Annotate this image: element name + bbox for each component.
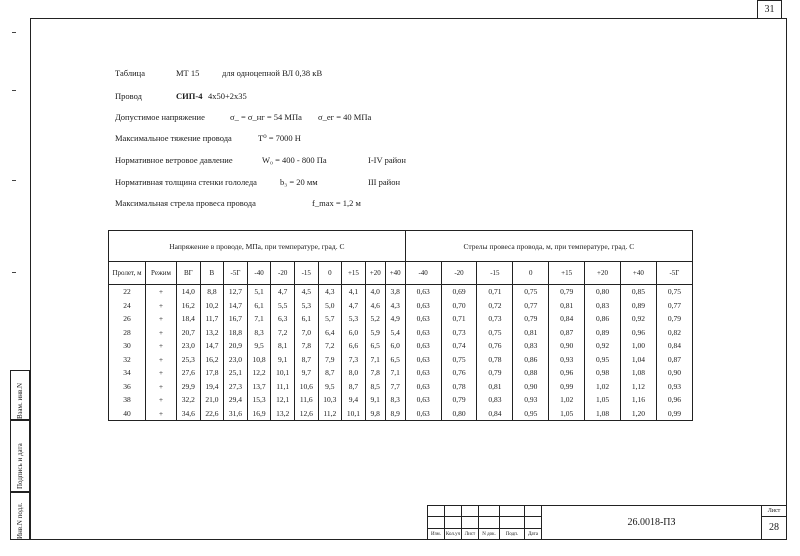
stress-cell: 25,1 bbox=[224, 366, 248, 380]
stress-cell: 4,7 bbox=[271, 285, 295, 299]
sag-cell: 0,99 bbox=[656, 407, 692, 421]
stress-cell: 7,8 bbox=[294, 339, 318, 353]
sag-cell: 0,86 bbox=[585, 312, 621, 326]
sag-cell: 0,95 bbox=[513, 407, 549, 421]
sag-header: Стрелы провеса провода, м, при температуре, град. С bbox=[405, 231, 692, 262]
sag-cell: 1,12 bbox=[620, 380, 656, 394]
span-cell: 32 bbox=[109, 353, 146, 367]
stress-cell: 12,7 bbox=[224, 285, 248, 299]
stress-cell: 16,2 bbox=[177, 299, 201, 313]
stress-cell: 34,6 bbox=[177, 407, 201, 421]
stress-cell: 9,1 bbox=[365, 393, 385, 407]
table-row bbox=[109, 393, 693, 407]
stress-cell: 8,3 bbox=[247, 326, 271, 340]
sag-cell: 0,84 bbox=[477, 407, 513, 421]
stress-cell: 9,7 bbox=[294, 366, 318, 380]
span-cell: 30 bbox=[109, 339, 146, 353]
sag-cell: 0,83 bbox=[513, 339, 549, 353]
sag-cell: 0,77 bbox=[656, 299, 692, 313]
top-sheet-number: 31 bbox=[757, 0, 782, 18]
sag-cell: 0,63 bbox=[405, 326, 441, 340]
stress-col-header: -40 bbox=[247, 262, 271, 285]
stress-value2: σ_ег = 40 МПа bbox=[318, 112, 372, 122]
stress-cell: 8,7 bbox=[342, 380, 366, 394]
ice-value: b₃ = 20 мм bbox=[280, 177, 318, 187]
stress-cell: 27,3 bbox=[224, 380, 248, 394]
stress-cell: 7,1 bbox=[247, 312, 271, 326]
span-cell: 36 bbox=[109, 380, 146, 394]
stress-cell: 12,6 bbox=[294, 407, 318, 421]
stress-cell: 10,8 bbox=[247, 353, 271, 367]
stress-cell: 13,7 bbox=[247, 380, 271, 394]
sag-cell: 0,74 bbox=[441, 339, 477, 353]
stress-cell: 32,2 bbox=[177, 393, 201, 407]
sag-cell: 0,63 bbox=[405, 380, 441, 394]
sag-cell: 0,63 bbox=[405, 407, 441, 421]
table-row bbox=[109, 353, 693, 367]
sag-cell: 0,80 bbox=[441, 407, 477, 421]
span-cell: 34 bbox=[109, 366, 146, 380]
sag-cell: 1,05 bbox=[549, 407, 585, 421]
stress-cell: 12,1 bbox=[271, 393, 295, 407]
stress-cell: 16,9 bbox=[247, 407, 271, 421]
sag-cell: 0,98 bbox=[585, 366, 621, 380]
stamp-col-label: Кол.уч bbox=[445, 529, 462, 540]
stress-cell: 27,6 bbox=[177, 366, 201, 380]
side-label-sign-date: Подпись и дата bbox=[16, 443, 24, 489]
sag-col-header: -40 bbox=[405, 262, 441, 285]
sag-cell: 1,05 bbox=[585, 393, 621, 407]
sag-cell: 0,78 bbox=[441, 380, 477, 394]
sag-cell: 0,88 bbox=[513, 366, 549, 380]
binding-mark bbox=[12, 180, 16, 181]
table-row bbox=[109, 339, 693, 353]
stress-cell: 18,8 bbox=[224, 326, 248, 340]
sag-col-header: +40 bbox=[620, 262, 656, 285]
stress-cell: 4,5 bbox=[294, 285, 318, 299]
span-cell: 22 bbox=[109, 285, 146, 299]
stress-cell: 6,5 bbox=[385, 353, 405, 367]
side-label-inv-orig: Инв.N подл. bbox=[16, 502, 24, 539]
stamp-col-label: Лист bbox=[462, 529, 479, 540]
stress-label: Допустимое напряжение bbox=[115, 112, 205, 122]
stamp-col-label: Дата bbox=[525, 529, 542, 540]
stress-cell: 10,1 bbox=[271, 366, 295, 380]
sag-col-header: -20 bbox=[441, 262, 477, 285]
wire-type: СИП-4 bbox=[176, 91, 203, 101]
ice-region: III район bbox=[368, 177, 400, 187]
sag-cell: 0,92 bbox=[620, 312, 656, 326]
stamp-cell bbox=[525, 506, 542, 517]
stress-cell: 8,7 bbox=[294, 353, 318, 367]
sag-cell: 0,95 bbox=[585, 353, 621, 367]
stress-cell: 6,0 bbox=[342, 326, 366, 340]
stress-cell: 11,7 bbox=[200, 312, 224, 326]
sag-cell: 0,96 bbox=[549, 366, 585, 380]
stress-cell: 15,3 bbox=[247, 393, 271, 407]
stress-col-header: +40 bbox=[385, 262, 405, 285]
stress-cell: 6,6 bbox=[342, 339, 366, 353]
data-table bbox=[108, 230, 693, 421]
sag-cell: 0,75 bbox=[513, 285, 549, 299]
stress-cell: 11,1 bbox=[271, 380, 295, 394]
sag-cell: 0,72 bbox=[477, 299, 513, 313]
stamp-cell bbox=[525, 516, 542, 529]
wire-size: 4х50+2х35 bbox=[208, 91, 247, 101]
stress-cell: 4,3 bbox=[385, 299, 405, 313]
sag-cell: 0,89 bbox=[620, 299, 656, 313]
table-row bbox=[109, 326, 693, 340]
stress-cell: 12,2 bbox=[247, 366, 271, 380]
stress-cell: 8,7 bbox=[318, 366, 342, 380]
stress-cell: 7,0 bbox=[294, 326, 318, 340]
sag-cell: 1,08 bbox=[585, 407, 621, 421]
stamp-cell bbox=[500, 516, 525, 529]
sag-cell: 0,73 bbox=[477, 312, 513, 326]
stamp-cell bbox=[428, 506, 445, 517]
binding-mark bbox=[12, 32, 16, 33]
sag-cell: 0,71 bbox=[441, 312, 477, 326]
stress-cell: 7,3 bbox=[342, 353, 366, 367]
stress-cell: 5,3 bbox=[294, 299, 318, 313]
sag-cell: 0,79 bbox=[477, 366, 513, 380]
sag-cell: 0,79 bbox=[441, 393, 477, 407]
stress-cell: 14,7 bbox=[224, 299, 248, 313]
sag-cell: 1,00 bbox=[620, 339, 656, 353]
sag-cell: 0,89 bbox=[585, 326, 621, 340]
sag-cell: 0,83 bbox=[585, 299, 621, 313]
stress-cell: 23,0 bbox=[224, 353, 248, 367]
sag-cell: 0,81 bbox=[513, 326, 549, 340]
sag-cell: 0,83 bbox=[477, 393, 513, 407]
stress-cell: 20,9 bbox=[224, 339, 248, 353]
sag-cell: 0,76 bbox=[441, 366, 477, 380]
stress-col-header: +15 bbox=[342, 262, 366, 285]
sag-cell: 0,77 bbox=[513, 299, 549, 313]
sag-cell: 0,84 bbox=[656, 339, 692, 353]
sag-cell: 1,02 bbox=[585, 380, 621, 394]
wind-region: I-IV район bbox=[368, 155, 406, 165]
table-row bbox=[109, 366, 693, 380]
sag-cell: 0,79 bbox=[549, 285, 585, 299]
sag-cell: 1,20 bbox=[620, 407, 656, 421]
stress-cell: 8,3 bbox=[385, 393, 405, 407]
sag-cell: 0,96 bbox=[656, 393, 692, 407]
stress-cell: 5,2 bbox=[365, 312, 385, 326]
mode-cell: + bbox=[146, 285, 177, 299]
span-cell: 38 bbox=[109, 393, 146, 407]
sag-cell: 0,90 bbox=[513, 380, 549, 394]
span-cell: 40 bbox=[109, 407, 146, 421]
mode-cell: + bbox=[146, 326, 177, 340]
sag-cell: 0,78 bbox=[477, 353, 513, 367]
stress-cell: 4,9 bbox=[385, 312, 405, 326]
sheet-number: 28 bbox=[762, 516, 787, 539]
stress-cell: 7,2 bbox=[271, 326, 295, 340]
sag-cell: 0,75 bbox=[656, 285, 692, 299]
table-row bbox=[109, 380, 693, 394]
stress-cell: 8,5 bbox=[365, 380, 385, 394]
stamp-cell bbox=[462, 516, 479, 529]
sag-cell: 0,90 bbox=[549, 339, 585, 353]
sag-cell: 0,63 bbox=[405, 353, 441, 367]
stress-cell: 8,0 bbox=[342, 366, 366, 380]
sag-cell: 0,76 bbox=[477, 339, 513, 353]
stress-col-header: +20 bbox=[365, 262, 385, 285]
binding-mark bbox=[12, 272, 16, 273]
stress-cell: 10,2 bbox=[200, 299, 224, 313]
stress-cell: 7,2 bbox=[318, 339, 342, 353]
wind-value: W₀ = 400 - 800 Па bbox=[262, 155, 327, 165]
stress-header: Напряжение в проводе, МПа, при температуре, град. С bbox=[109, 231, 406, 262]
stress-cell: 5,1 bbox=[247, 285, 271, 299]
stress-cell: 6,0 bbox=[385, 339, 405, 353]
sag-cell: 0,93 bbox=[549, 353, 585, 367]
stress-cell: 29,4 bbox=[224, 393, 248, 407]
sag-col-header: +15 bbox=[549, 262, 585, 285]
stress-cell: 5,0 bbox=[318, 299, 342, 313]
sag-cell: 0,63 bbox=[405, 299, 441, 313]
stress-cell: 21,0 bbox=[200, 393, 224, 407]
stress-cell: 4,6 bbox=[365, 299, 385, 313]
stress-cell: 5,4 bbox=[385, 326, 405, 340]
sag-col-header: -5Г bbox=[656, 262, 692, 285]
mode-cell: + bbox=[146, 380, 177, 394]
stress-cell: 6,5 bbox=[365, 339, 385, 353]
binding-mark bbox=[12, 90, 16, 91]
sag-cell: 0,96 bbox=[620, 326, 656, 340]
span-cell: 26 bbox=[109, 312, 146, 326]
sag-cell: 1,04 bbox=[620, 353, 656, 367]
stress-cell: 10,3 bbox=[318, 393, 342, 407]
stress-cell: 5,5 bbox=[271, 299, 295, 313]
side-label-inv-dup: Взам. инв.N bbox=[16, 382, 24, 419]
sag-cell: 0,85 bbox=[620, 285, 656, 299]
stress-cell: 8,8 bbox=[200, 285, 224, 299]
stress-col-header: ВГ bbox=[177, 262, 201, 285]
sag-cell: 0,75 bbox=[441, 353, 477, 367]
sag-col-header: -15 bbox=[477, 262, 513, 285]
tension-value: Т⁰ = 7000 Н bbox=[258, 133, 301, 143]
sag-cell: 0,99 bbox=[549, 380, 585, 394]
sag-cell: 0,63 bbox=[405, 339, 441, 353]
stress-cell: 13,2 bbox=[200, 326, 224, 340]
tension-label: Максимальное тяжение провода bbox=[115, 133, 232, 143]
span-header: Пролет, м bbox=[109, 262, 146, 285]
stress-cell: 8,1 bbox=[271, 339, 295, 353]
stress-cell: 8,9 bbox=[385, 407, 405, 421]
sag-cell: 0,86 bbox=[513, 353, 549, 367]
doc-number: 26.0018-ПЗ bbox=[542, 506, 762, 540]
stress-cell: 10,1 bbox=[342, 407, 366, 421]
table-desc: для одноцепной ВЛ 0,38 кВ bbox=[222, 68, 323, 78]
sag-cell: 0,63 bbox=[405, 312, 441, 326]
stress-cell: 29,9 bbox=[177, 380, 201, 394]
mode-header: Режим bbox=[146, 262, 177, 285]
sag-cell: 0,93 bbox=[513, 393, 549, 407]
sheet-label: Лист bbox=[762, 506, 787, 517]
stress-cell: 9,8 bbox=[365, 407, 385, 421]
sag-cell: 0,75 bbox=[477, 326, 513, 340]
stamp-cell bbox=[445, 516, 462, 529]
stress-cell: 13,2 bbox=[271, 407, 295, 421]
sag-cell: 0,80 bbox=[585, 285, 621, 299]
side-strip-inv-dup bbox=[10, 370, 30, 420]
stress-cell: 5,7 bbox=[318, 312, 342, 326]
ice-label: Нормативная толщина стенки гололеда bbox=[115, 177, 257, 187]
sag-cell: 0,93 bbox=[656, 380, 692, 394]
sag-cell: 0,84 bbox=[549, 312, 585, 326]
sag-cell: 0,81 bbox=[549, 299, 585, 313]
stress-col-header: -5Г bbox=[224, 262, 248, 285]
stress-cell: 14,7 bbox=[200, 339, 224, 353]
sag-cell: 0,87 bbox=[656, 353, 692, 367]
mode-cell: + bbox=[146, 312, 177, 326]
wire-label: Провод bbox=[115, 91, 142, 101]
stress-cell: 9,4 bbox=[342, 393, 366, 407]
mode-cell: + bbox=[146, 393, 177, 407]
stress-cell: 7,1 bbox=[365, 353, 385, 367]
stress-cell: 11,2 bbox=[318, 407, 342, 421]
sag-col-header: 0 bbox=[513, 262, 549, 285]
stamp-cell bbox=[445, 506, 462, 517]
sag-cell: 0,73 bbox=[441, 326, 477, 340]
sag-cell: 1,02 bbox=[549, 393, 585, 407]
stress-cell: 7,8 bbox=[365, 366, 385, 380]
mode-cell: + bbox=[146, 353, 177, 367]
span-cell: 28 bbox=[109, 326, 146, 340]
sag-col-header: +20 bbox=[585, 262, 621, 285]
stamp-col-label: Изм. bbox=[428, 529, 445, 540]
stress-cell: 18,4 bbox=[177, 312, 201, 326]
table-row bbox=[109, 312, 693, 326]
stress-cell: 4,1 bbox=[342, 285, 366, 299]
stress-cell: 19,4 bbox=[200, 380, 224, 394]
stress-cell: 6,3 bbox=[271, 312, 295, 326]
sag-cell: 0,63 bbox=[405, 393, 441, 407]
stress-cell: 25,3 bbox=[177, 353, 201, 367]
stress-cell: 31,6 bbox=[224, 407, 248, 421]
sag-cell: 0,90 bbox=[656, 366, 692, 380]
stamp-cell bbox=[462, 506, 479, 517]
sag-cell: 0,82 bbox=[656, 326, 692, 340]
stamp-col-label: N док. bbox=[479, 529, 500, 540]
stress-col-header: -15 bbox=[294, 262, 318, 285]
stress-col-header: -20 bbox=[271, 262, 295, 285]
stress-cell: 20,7 bbox=[177, 326, 201, 340]
stress-cell: 9,1 bbox=[271, 353, 295, 367]
sag-cell: 0,69 bbox=[441, 285, 477, 299]
table-row bbox=[109, 285, 693, 299]
sag-cell: 0,81 bbox=[477, 380, 513, 394]
stamp-cell bbox=[479, 516, 500, 529]
stress-cell: 5,3 bbox=[342, 312, 366, 326]
table-label: Таблица bbox=[115, 68, 145, 78]
sag-label: Максимальная стрела провеса провода bbox=[115, 198, 256, 208]
title-block bbox=[427, 505, 787, 540]
mode-cell: + bbox=[146, 407, 177, 421]
stress-cell: 16,7 bbox=[224, 312, 248, 326]
stress-cell: 10,6 bbox=[294, 380, 318, 394]
sag-cell: 1,16 bbox=[620, 393, 656, 407]
stress-cell: 5,9 bbox=[365, 326, 385, 340]
table-code: МТ 15 bbox=[176, 68, 200, 78]
stress-cell: 9,5 bbox=[247, 339, 271, 353]
span-cell: 24 bbox=[109, 299, 146, 313]
mode-cell: + bbox=[146, 339, 177, 353]
stamp-cell bbox=[479, 506, 500, 517]
sag-value: f_max = 1,2 м bbox=[312, 198, 361, 208]
sag-cell: 0,63 bbox=[405, 285, 441, 299]
stress-cell: 6,4 bbox=[318, 326, 342, 340]
stress-cell: 6,1 bbox=[247, 299, 271, 313]
table-row bbox=[109, 299, 693, 313]
stress-cell: 17,8 bbox=[200, 366, 224, 380]
stress-cell: 7,7 bbox=[385, 380, 405, 394]
stress-cell: 6,1 bbox=[294, 312, 318, 326]
stamp-cell bbox=[500, 506, 525, 517]
stress-col-header: В bbox=[200, 262, 224, 285]
stress-cell: 4,0 bbox=[365, 285, 385, 299]
sag-cell: 0,71 bbox=[477, 285, 513, 299]
wind-label: Нормативное ветровое давление bbox=[115, 155, 233, 165]
sag-cell: 0,87 bbox=[549, 326, 585, 340]
sag-cell: 1,08 bbox=[620, 366, 656, 380]
stress-cell: 9,5 bbox=[318, 380, 342, 394]
stress-cell: 4,3 bbox=[318, 285, 342, 299]
stress-cell: 11,6 bbox=[294, 393, 318, 407]
stress-cell: 16,2 bbox=[200, 353, 224, 367]
stress-cell: 23,0 bbox=[177, 339, 201, 353]
sag-cell: 0,79 bbox=[513, 312, 549, 326]
stress-cell: 22,6 bbox=[200, 407, 224, 421]
mode-cell: + bbox=[146, 366, 177, 380]
table-row bbox=[109, 407, 693, 421]
side-strip-inv-orig bbox=[10, 492, 30, 540]
stamp-col-label: Подп. bbox=[500, 529, 525, 540]
stress-cell: 3,8 bbox=[385, 285, 405, 299]
stress-col-header: 0 bbox=[318, 262, 342, 285]
stress-cell: 14,0 bbox=[177, 285, 201, 299]
stamp-cell bbox=[428, 516, 445, 529]
mode-cell: + bbox=[146, 299, 177, 313]
sag-cell: 0,92 bbox=[585, 339, 621, 353]
stress-value: σ_ = σ_нг = 54 МПа bbox=[230, 112, 302, 122]
sag-cell: 0,63 bbox=[405, 366, 441, 380]
stress-cell: 4,7 bbox=[342, 299, 366, 313]
side-strip-sign-date bbox=[10, 420, 30, 492]
stress-cell: 7,1 bbox=[385, 366, 405, 380]
stress-cell: 7,9 bbox=[318, 353, 342, 367]
sag-cell: 0,70 bbox=[441, 299, 477, 313]
sag-cell: 0,79 bbox=[656, 312, 692, 326]
